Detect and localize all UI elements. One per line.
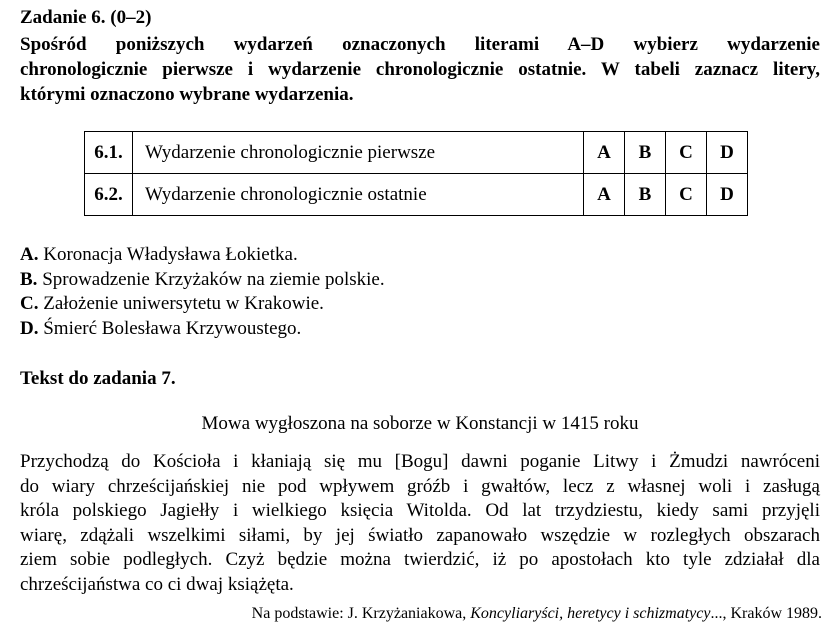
event-text: Śmierć Bolesława Krzywoustego. <box>43 317 302 339</box>
passage-line: ziem sobie podległych. Czyż będzie można twierdzić, iż po apostołach kto tyle zdziałał dla <box>20 549 820 571</box>
task-instruction <box>20 32 820 107</box>
source-suffix: ..., Kraków 1989. <box>710 605 822 622</box>
option-a-6-1[interactable]: A <box>584 132 625 174</box>
passage-line: króla polskiego Jagiełły i wielkiego księcia Witolda. Od lat trzydziestu, kiedy sami przyjęli <box>20 500 820 522</box>
row-description: Wydarzenie chronologicznie pierwsze <box>133 132 584 174</box>
instruction-line: którymi oznaczono wybrane wydarzenia. <box>20 84 354 105</box>
event-letter: D. <box>20 317 39 339</box>
option-d-6-2[interactable]: D <box>707 174 748 216</box>
option-c-6-2[interactable]: C <box>666 174 707 216</box>
passage-line: do wiary chrześcijańskiej nie pod wpływem gróźb i gwałtów, lecz z własnej woli i zasługą <box>20 475 820 497</box>
passage <box>20 450 820 598</box>
event-letter: C. <box>20 293 39 314</box>
row-number: 6.1. <box>85 132 133 174</box>
event-text: Koronacja Władysława Łokietka. <box>43 244 298 265</box>
event-text: Założenie uniwersytetu w Krakowie. <box>43 293 324 314</box>
instruction-line: Spośród poniższych wydarzeń oznaczonych literami A–D wybierz wydarzenie <box>20 34 820 55</box>
passage-line: wiarę, zdążali wszelkimi siłami, by jej światło zapanowało wszędzie w rozległych obszarach <box>20 524 820 546</box>
option-b-6-1[interactable]: B <box>625 132 666 174</box>
option-b-6-2[interactable]: B <box>625 174 666 216</box>
answer-row-6-1 <box>85 132 748 174</box>
instruction-line: chronologicznie pierwsze i wydarzenie chronologicznie ostatnie. W tabeli zaznacz litery, <box>20 59 820 80</box>
answer-table <box>84 131 748 216</box>
event-item <box>20 268 385 293</box>
row-number: 6.2. <box>85 174 133 216</box>
speech-title: Mowa wygłoszona na soborze w Konstancji w 1415 roku <box>201 413 639 434</box>
passage-line: chrześcijaństwa co ci dwaj książęta. <box>20 573 294 595</box>
event-letter: B. <box>20 268 38 290</box>
event-letter: A. <box>20 244 39 265</box>
option-a-6-2[interactable]: A <box>584 174 625 216</box>
source-title: Koncyliaryści, heretycy i schizmatycy <box>470 605 711 622</box>
event-item <box>20 292 385 317</box>
event-list <box>20 243 385 341</box>
source-citation <box>252 605 822 623</box>
event-text: Sprowadzenie Krzyżaków na ziemie polskie. <box>42 268 385 290</box>
option-d-6-1[interactable]: D <box>707 132 748 174</box>
event-item <box>20 317 385 342</box>
row-description: Wydarzenie chronologicznie ostatnie <box>133 174 584 216</box>
event-item <box>20 243 385 268</box>
task-title: Zadanie 6. (0–2) <box>20 7 152 28</box>
text-heading: Tekst do zadania 7. <box>20 368 176 389</box>
passage-line: Przychodzą do Kościoła i kłaniają się mu [Bogu] dawni poganie Litwy i Żmudzi nawróceni <box>20 451 820 472</box>
answer-row-6-2 <box>85 174 748 216</box>
option-c-6-1[interactable]: C <box>666 132 707 174</box>
source-prefix: Na podstawie: J. Krzyżaniakowa, <box>251 605 471 622</box>
